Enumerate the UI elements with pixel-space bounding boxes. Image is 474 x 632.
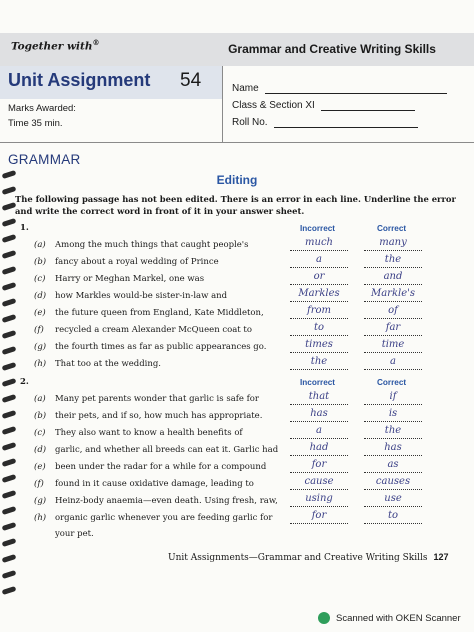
answer-incorrect[interactable]: from	[307, 305, 331, 316]
answer-incorrect[interactable]: cause	[304, 476, 334, 487]
answer-correct[interactable]: if	[389, 391, 397, 402]
list-item: (h) organic garlic whenever you are feeding garlic for for to	[0, 513, 474, 529]
correct-column-header: Correct	[377, 224, 407, 233]
answer-incorrect[interactable]: to	[313, 322, 325, 333]
answer-incorrect[interactable]: much	[305, 237, 333, 248]
answer-correct[interactable]: and	[383, 271, 403, 282]
divider-vertical	[222, 66, 223, 142]
answer-incorrect[interactable]: Markles	[298, 288, 340, 299]
incorrect-column-header: Incorrect	[300, 224, 336, 233]
list-item: (e) been under the radar for a while for a compound for as	[0, 462, 474, 478]
answer-correct[interactable]: a	[390, 356, 396, 367]
answer-correct[interactable]: time	[381, 339, 405, 350]
scanner-watermark: Scanned with OKEN Scanner	[318, 612, 461, 624]
answer-correct[interactable]: has	[384, 442, 402, 453]
answer-incorrect[interactable]: for	[311, 510, 327, 521]
answer-correct[interactable]: Markle's	[370, 288, 416, 299]
list-item: (d) garlic, and whether all breeds can eat it. Garlic had had has	[0, 445, 474, 461]
answer-incorrect[interactable]: times	[305, 339, 333, 350]
list-item: (g) Heinz-body anaemia—even death. Using fresh, raw, using use	[0, 496, 474, 512]
answer-incorrect[interactable]: a	[316, 425, 322, 436]
list-item: (c) They also want to know a health benefits of a the	[0, 428, 474, 444]
continuation-text: your pet.	[55, 529, 94, 539]
divider-horizontal	[0, 142, 474, 143]
answer-correct[interactable]: causes	[375, 476, 411, 487]
answer-incorrect[interactable]: for	[311, 459, 327, 470]
list-item: (g) the fourth times as far as public appearances go. times time	[0, 342, 474, 358]
scanner-logo-icon	[318, 612, 330, 624]
marks-awarded: Marks Awarded:	[8, 103, 76, 114]
question-number: 1.	[20, 223, 29, 233]
name-field[interactable]: Name	[232, 83, 447, 94]
brand-logo: Together with®	[11, 38, 100, 53]
instructions: The following passage has not been edited. There is an error in each line. Underline the error and write the correct word in front of it in your answer sheet.	[15, 194, 456, 216]
answer-incorrect[interactable]: had	[309, 442, 329, 453]
list-item: (f) recycled a cream Alexander McQueen coat to to far	[0, 325, 474, 341]
answer-correct[interactable]: is	[388, 408, 398, 419]
answer-incorrect[interactable]: using	[305, 493, 333, 504]
answer-correct[interactable]: many	[379, 237, 407, 248]
list-item: (b) their pets, and if so, how much has appropriate. has is	[0, 411, 474, 427]
answer-correct[interactable]: of	[388, 305, 398, 316]
list-item: (a) Among the much things that caught people's much many	[0, 240, 474, 256]
answer-incorrect[interactable]: that	[308, 391, 330, 402]
list-item: (c) Harry or Meghan Markel, one was or and	[0, 274, 474, 290]
page-footer: Unit Assignments—Grammar and Creative Writing Skills 127	[168, 552, 449, 563]
answer-correct[interactable]: far	[385, 322, 401, 333]
answer-correct[interactable]: to	[387, 510, 399, 521]
incorrect-column-header: Incorrect	[300, 378, 336, 387]
section-heading: GRAMMAR	[8, 152, 81, 167]
answer-incorrect[interactable]: has	[310, 408, 328, 419]
unit-number: 54	[180, 70, 202, 91]
section-subheading: Editing	[216, 173, 258, 187]
answer-correct[interactable]: use	[384, 493, 402, 504]
page-number: 127	[433, 552, 449, 562]
chapter-title: Grammar and Creative Writing Skills	[228, 42, 436, 56]
answer-incorrect[interactable]: a	[316, 254, 322, 265]
roll-field[interactable]: Roll No.	[232, 117, 418, 128]
list-item: (d) how Markles would-be sister-in-law and Markles Markle's	[0, 291, 474, 307]
answer-correct[interactable]: as	[387, 459, 399, 470]
time-allowed: Time 35 min.	[8, 118, 63, 129]
list-item: (e) the future queen from England, Kate Middleton, from of	[0, 308, 474, 324]
answer-incorrect[interactable]: or	[313, 271, 325, 282]
list-item: (b) fancy about a royal wedding of Prince a the	[0, 257, 474, 273]
answer-incorrect[interactable]: the	[310, 356, 328, 367]
list-item: (h) That too at the wedding. the a	[0, 359, 474, 375]
list-item: (a) Many pet parents wonder that garlic is safe for that if	[0, 394, 474, 410]
correct-column-header: Correct	[377, 378, 407, 387]
unit-title: Unit Assignment	[8, 70, 151, 90]
question-number: 2.	[20, 377, 29, 387]
answer-correct[interactable]: the	[384, 254, 402, 265]
answer-correct[interactable]: the	[384, 425, 402, 436]
class-field[interactable]: Class & Section XI	[232, 100, 415, 111]
list-item: (f) found in it cause oxidative damage, leading to cause causes	[0, 479, 474, 495]
